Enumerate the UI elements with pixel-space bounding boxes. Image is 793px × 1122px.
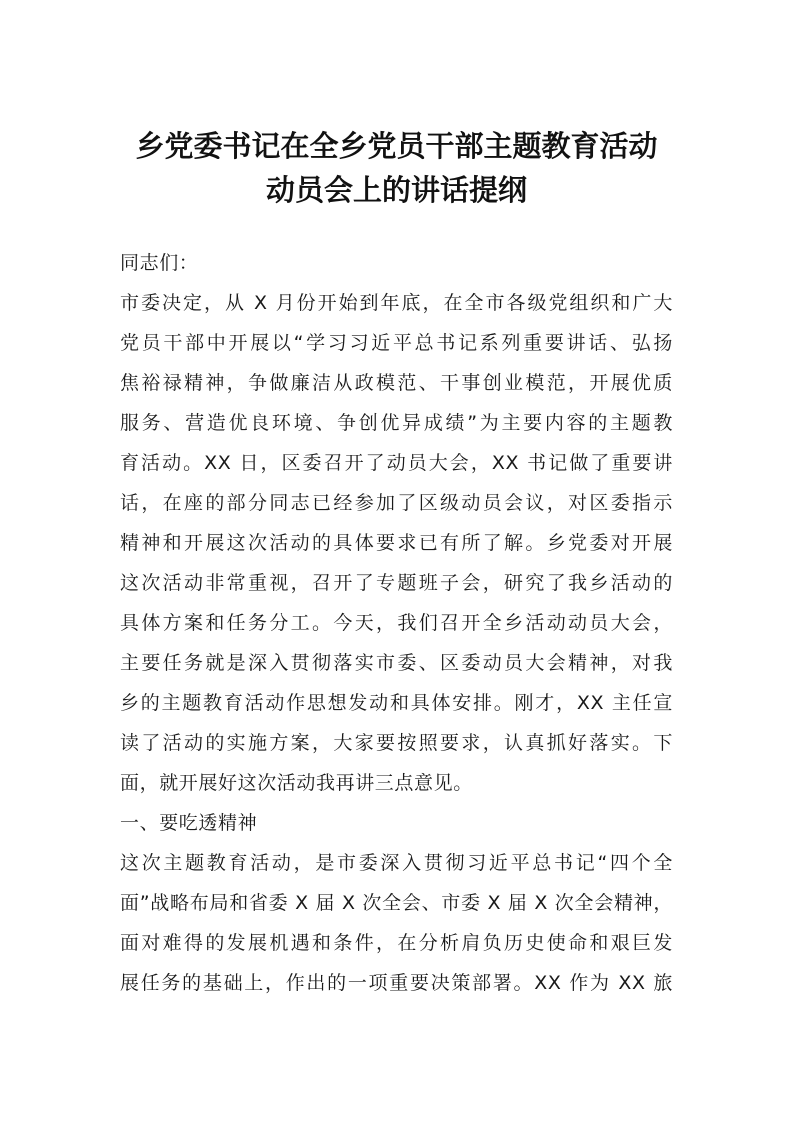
paragraph-line: 展任务的基础上，作出的一项重要决策部署。XX 作为 XX 旅 — [120, 972, 673, 994]
paragraph-line: 这次活动非常重视，召开了专题班子会，研究了我乡活动的 — [120, 572, 673, 594]
paragraph-line: 服务、营造优良环境、争创优异成绩”为主要内容的主题教 — [120, 412, 673, 434]
paragraph-line: 面”战略布局和省委 X 届 X 次全会、市委 X 届 X 次全会精神， — [120, 892, 673, 914]
paragraph-line: 这次主题教育活动，是市委深入贯彻习近平总书记“四个全 — [120, 852, 673, 874]
paragraph-line: 精神和开展这次活动的具体要求已有所了解。乡党委对开展 — [120, 532, 673, 554]
salutation: 同志们： — [120, 252, 199, 274]
paragraph-line: 话，在座的部分同志已经参加了区级动员会议，对区委指示 — [120, 492, 673, 514]
paragraph-line: 市委决定，从 X 月份开始到年底，在全市各级党组织和广大 — [120, 292, 673, 314]
paragraph-line: 育活动。XX 日，区委召开了动员大会，XX 书记做了重要讲 — [120, 452, 673, 474]
paragraph-line: 主要任务就是深入贯彻落实市委、区委动员大会精神，对我 — [120, 652, 673, 674]
paragraph-line: 具体方案和任务分工。今天，我们召开全乡活动动员大会， — [120, 612, 673, 634]
paragraph-line: 焦裕禄精神，争做廉洁从政模范、干事创业模范，开展优质 — [120, 372, 673, 394]
paragraph-line: 面，就开展好这次活动我再讲三点意见。 — [120, 772, 473, 794]
document-title-line-1: 乡党委书记在全乡党员干部主题教育活动 — [135, 129, 658, 163]
document-title-line-2: 动员会上的讲话提纲 — [265, 173, 527, 207]
paragraph-line: 读了活动的实施方案，大家要按照要求，认真抓好落实。下 — [120, 732, 673, 754]
paragraph-line: 面对难得的发展机遇和条件，在分析肩负历史使命和艰巨发 — [120, 932, 673, 954]
paragraph-line: 党员干部中开展以“学习习近平总书记系列重要讲话、弘扬 — [120, 332, 673, 354]
section-heading: 一、要吃透精神 — [120, 812, 258, 834]
paragraph-line: 乡的主题教育活动作思想发动和具体安排。刚才，XX 主任宣 — [120, 692, 673, 714]
